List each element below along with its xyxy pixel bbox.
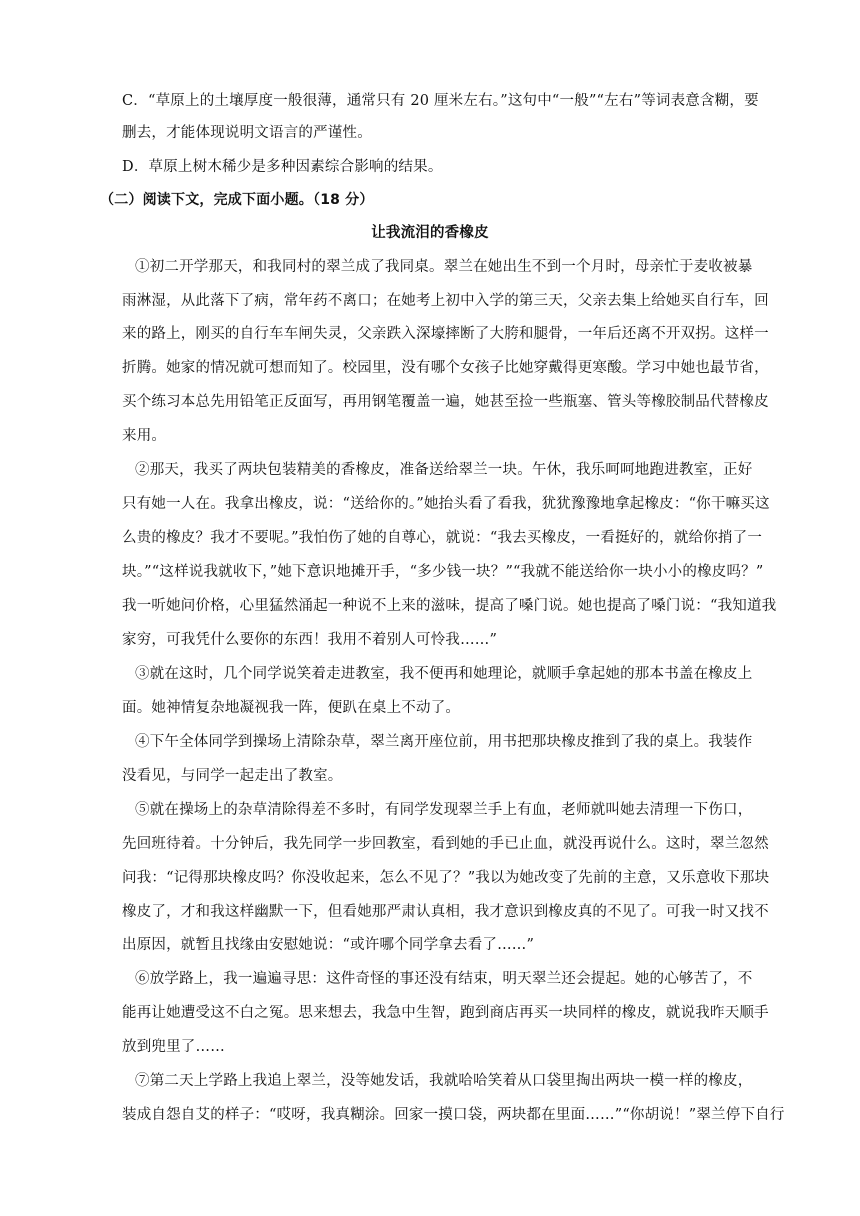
- paragraph-1-line: 来用。: [122, 428, 167, 444]
- paragraph-6-line: ⑥放学路上，我一遍遍寻思：这件奇怪的事还没有结束，明天翠兰还会提起。她的心够苦了，不: [135, 971, 753, 987]
- paragraph-5-line: ⑤就在操场上的杂草清除得差不多时，有同学发现翠兰手上有血，老师就叫她去清理一下伤口，: [135, 802, 753, 818]
- paragraph-6-line: 能再让她遭受这不白之冤。思来想去，我急中生智，跑到商店再买一块同样的橡皮，就说我昨天顺手: [122, 1005, 769, 1021]
- paragraph-5-line: 出原因，就暂且找缘由安慰她说：“或许哪个同学拿去看了……”: [122, 937, 535, 953]
- paragraph-1-line: 折腾。她家的情况就可想而知了。校园里，没有哪个女孩子比她穿戴得更寒酸。学习中她也最节省，: [122, 360, 769, 376]
- paragraph-2-line: 我一听她问价格，心里猛然涌起一种说不上来的滋味，提高了嗓门说。她也提高了嗓门说：“我知道我: [122, 598, 777, 614]
- paragraph-5-line: 先回班待着。十分钟后，我先同学一步回教室，看到她的手已止血，就没再说什么。这时，翠兰忽然: [122, 836, 769, 852]
- paragraph-2-line: 家穷，可我凭什么要你的东西！我用不着别人可怜我……”: [122, 632, 498, 648]
- paragraph-3-line: ③就在这时，几个同学说笑着走进教室，我不便再和她理论，就顺手拿起她的那本书盖在橡皮上: [135, 666, 753, 682]
- paragraph-5-line: 问我：“记得那块橡皮吗？你没收起来，怎么不见了？”我以为她改变了先前的主意，又乐意收下那块: [122, 870, 770, 886]
- option-c-line-1: C．“草原上的土壤厚度一般很薄，通常只有 20 厘米左右。”这句中“一般”“左右”等词表意含糊，要: [122, 93, 759, 109]
- paragraph-6-line: 放到兜里了……: [122, 1039, 225, 1055]
- paragraph-4-line: 没看见，与同学一起走出了教室。: [122, 768, 343, 784]
- paragraph-2-line: ②那天，我买了两块包装精美的香橡皮，准备送给翠兰一块。午休，我乐呵呵地跑进教室，正好: [135, 462, 753, 478]
- paragraph-1-line: ①初二开学那天，和我同村的翠兰成了我同桌。翠兰在她出生不到一个月时，母亲忙于麦收被暴: [135, 259, 753, 275]
- article-title: 让我流泪的香橡皮: [371, 225, 489, 241]
- paragraph-2-line: 么贵的橡皮？我才不要呢。”我怕伤了她的自尊心，就说：“我去买橡皮，一看挺好的，就给你捎了一: [122, 530, 763, 546]
- paragraph-2-line: 块。”“这样说我就收下，”她下意识地摊开手，“多少钱一块？”“我就不能送给你一块小小的橡皮吗？”: [122, 564, 764, 580]
- paragraph-2-line: 只有她一人在。我拿出橡皮，说：“送给你的。”她抬头看了看我，犹犹豫豫地拿起橡皮：“你干嘛买这: [122, 496, 770, 512]
- paragraph-7-line: ⑦第二天上学路上我追上翠兰，没等她发话，我就哈哈笑着从口袋里掏出两块一模一样的橡皮，: [135, 1073, 753, 1089]
- paragraph-1-line: 雨淋湿，从此落下了病，常年药不离口；在她考上初中入学的第三天，父亲去集上给她买自行车，回: [122, 293, 769, 309]
- option-d: D．草原上树木稀少是多种因素综合影响的结果。: [122, 159, 443, 175]
- paragraph-5-line: 橡皮了，才和我这样幽默一下，但看她那严肃认真相，我才意识到橡皮真的不见了。可我一时又找不: [122, 904, 769, 920]
- paragraph-1-line: 买个练习本总先用铅笔正反面写，再用钢笔覆盖一遍，她甚至捡一些瓶塞、管头等橡胶制品代替橡皮: [122, 394, 769, 410]
- paragraph-7-line: 装成自怨自艾的样子：“哎呀，我真糊涂。回家一摸口袋，两块都在里面……”“你胡说！”翠兰停下自行: [122, 1107, 785, 1123]
- section-heading: （二）阅读下文，完成下面小题。（18 分）: [100, 192, 374, 208]
- option-c-line-2: 删去，才能体现说明文语言的严谨性。: [122, 125, 372, 141]
- paragraph-4-line: ④下午全体同学到操场上清除杂草，翠兰离开座位前，用书把那块橡皮推到了我的桌上。我装作: [135, 734, 753, 750]
- paragraph-3-line: 面。她神情复杂地凝视我一阵，便趴在桌上不动了。: [122, 700, 461, 716]
- paragraph-1-line: 来的路上，刚买的自行车车闸失灵，父亲跌入深壕摔断了大胯和腿骨，一年后还离不开双拐。这样一: [122, 326, 769, 342]
